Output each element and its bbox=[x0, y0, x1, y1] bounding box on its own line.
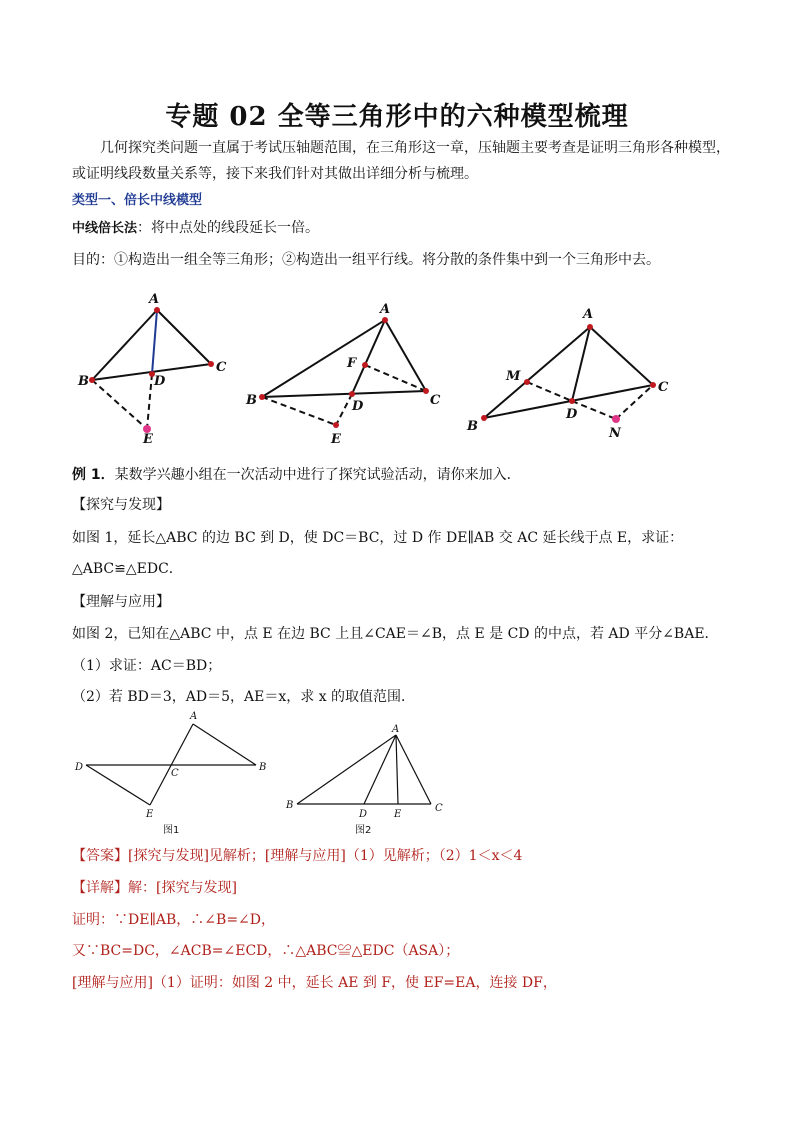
method-label: 中线倍长法 bbox=[72, 221, 138, 236]
f1-label-c: C bbox=[216, 360, 227, 375]
answer-tag: 【答案】 bbox=[72, 848, 128, 864]
fig2-caption: 图2 bbox=[355, 825, 372, 836]
heading-apply: 【理解与应用】 bbox=[72, 594, 170, 610]
f3-label-b: B bbox=[467, 419, 478, 434]
intro-line-1: 几何探究类问题一直属于考试压轴题范围，在三角形这一章，压轴题主要考查是证明三角形各种模型， bbox=[100, 140, 730, 156]
model-figure-1 bbox=[92, 310, 211, 429]
f3-label-d: D bbox=[566, 407, 578, 422]
problem1-line1: 如图 1，延长△ABC 的边 BC 到 D，使 DC＝BC，过 D 作 DE∥AB 交 AC 延长线于点 E，求证： bbox=[72, 530, 684, 546]
f2-label-a: A bbox=[380, 302, 391, 317]
proof-line-2: 又∵BC=DC，∠ACB=∠ECD，∴△ABC≌△EDC（ASA）； bbox=[72, 943, 460, 959]
heading-explore: 【探究与发现】 bbox=[72, 497, 170, 513]
proof-line-3: [理解与应用]（1）证明：如图 2 中，延长 AE 到 F，使 EF=EA，连接 DF， bbox=[72, 975, 557, 991]
s2-label-e: E bbox=[394, 809, 402, 820]
s2-label-d: D bbox=[359, 809, 368, 820]
detail-text: 解：[探究与发现] bbox=[128, 880, 237, 896]
model-figure-2-points bbox=[259, 317, 429, 428]
f1-label-a: A bbox=[149, 292, 160, 307]
detail-line bbox=[72, 878, 732, 898]
problem1-line2: △ABC≌△EDC． bbox=[72, 561, 183, 577]
s1-label-d: D bbox=[75, 762, 84, 773]
intro-line-2: 或证明线段数量关系等，接下来我们针对其做出详细分析与梳理。 bbox=[72, 166, 478, 182]
s2-label-a: A bbox=[392, 724, 400, 735]
s1-label-a: A bbox=[190, 711, 198, 722]
f1-label-e: E bbox=[143, 432, 153, 447]
answer-line bbox=[72, 846, 732, 866]
method-text: ：将中点处的线段延长一倍。 bbox=[137, 220, 320, 236]
example-line bbox=[72, 465, 732, 485]
s2-label-c: C bbox=[435, 803, 443, 814]
question-2: （2）若 BD＝3，AD＝5，AE＝x，求 x 的取值范围． bbox=[72, 689, 416, 705]
f3-label-a: A bbox=[583, 307, 594, 322]
f2-label-f: F bbox=[347, 356, 357, 371]
model-figure-2 bbox=[262, 320, 426, 425]
question-1: （1）求证：AC＝BD； bbox=[72, 658, 222, 674]
small-figure-2 bbox=[297, 735, 431, 804]
fig1-caption: 图1 bbox=[163, 825, 180, 836]
f2-label-d: D bbox=[352, 399, 364, 414]
goal-line: 目的：①构造出一组全等三角形；②构造出一组平行线。将分散的条件集中到一个三角形中去。 bbox=[72, 252, 660, 268]
answer-text: [探究与发现]见解析；[理解与应用]（1）见解析；（2）1＜x＜4 bbox=[128, 848, 523, 864]
s1-label-c: C bbox=[171, 768, 179, 779]
s2-label-b: B bbox=[286, 800, 294, 811]
f2-label-b: B bbox=[246, 393, 257, 408]
page-title: 专题 02 全等三角形中的六种模型梳理 bbox=[165, 102, 629, 132]
f1-label-b: B bbox=[78, 374, 89, 389]
f3-label-c: C bbox=[658, 380, 669, 395]
problem2-text: 如图 2，已知在△ABC 中，点 E 在边 BC 上且∠CAE＝∠B，点 E 是 CD 的中点，若 AD 平分∠BAE． bbox=[72, 626, 719, 642]
s1-label-b: B bbox=[259, 762, 267, 773]
example-label: 例 1． bbox=[72, 467, 115, 483]
type-heading: 类型一、倍长中线模型 bbox=[72, 193, 203, 208]
f1-label-d: D bbox=[154, 374, 166, 389]
example-text: 某数学兴趣小组在一次活动中进行了探究试验活动，请你来加入． bbox=[114, 467, 521, 483]
f3-label-n: N bbox=[609, 426, 621, 441]
detail-tag: 【详解】 bbox=[72, 880, 128, 896]
f2-label-c: C bbox=[430, 393, 441, 408]
s1-label-e: E bbox=[146, 809, 154, 820]
f3-label-m: M bbox=[506, 369, 521, 384]
small-figure-1 bbox=[86, 724, 256, 805]
f2-label-e: E bbox=[331, 432, 341, 447]
proof-line-1: 证明：∵DE∥AB，∴∠B=∠D， bbox=[72, 912, 276, 928]
